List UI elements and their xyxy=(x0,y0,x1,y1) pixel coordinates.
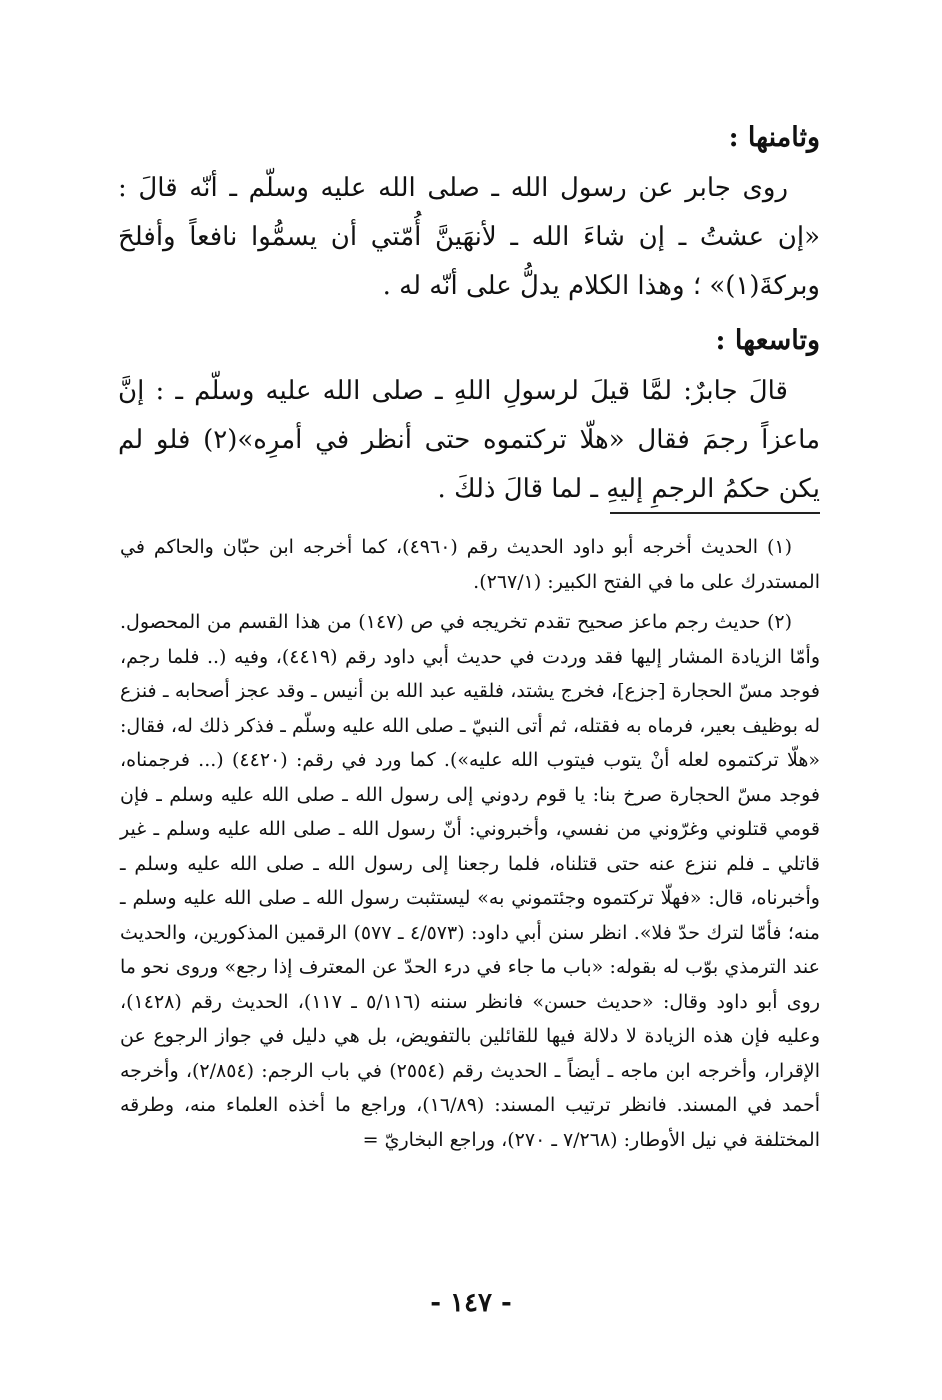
section-text-ninth xyxy=(118,367,820,514)
footnote-2: (٢) حديث رجم ماعز صحيح تقدم تخريجه في ص (١٤٧) من هذا القسم من المحصول. وأمّا الزيادة المشار إليها فقد وردت في حديث أبي داود رقم (٤٤١٩)، وفيه (.. فلما رجم، فوجد مسّ الحجارة [جزع]، فخرج يشتد، فلقيه عبد الله بن أنيس ـ وقد عجز أصحابه ـ فنزع له بوظيف بعير، فرماه به فقتله، ثم أتى النبيّ ـ صلى الله عليه وسلّم ـ فذكر ذلك له، فقال: «هلّا تركتموه لعله أنْ يتوب فيتوب الله عليه»). كما ورد في رقم: (٤٤٢٠) (... فرجمناه، فوجد مسّ الحجارة صرخ بنا: يا قوم ردوني إلى رسول الله ـ صلى الله عليه وسلم ـ فإن قومي قتلوني وغرّوني من نفسي، وأخبروني: أنّ رسول الله ـ صلى الله عليه وسلم ـ غير قاتلي ـ فلم ننزع عنه حتى قتلناه، فلما رجعنا إلى رسول الله ـ صلى الله عليه وسلم ـ وأخبرناه، قال: «فهلّا تركتموه وجئتموني به» ليستثبت رسول الله ـ صلى الله عليه وسلم ـ منه؛ فأمّا لترك حدّ فلا». انظر سنن أبي داود: (٤/٥٧٣ ـ ٥٧٧) الرقمين المذكورين، والحديث عند الترمذي بوّب له بقوله: «باب ما جاء في درء الحدّ عن المعترف إذا رجع» وروى نحو ما روى أبو داود وقال: «حديث حسن» فانظر سننه (٥/١١٦ ـ ١١٧)، الحديث رقم (١٤٢٨)، وعليه فإن هذه الزيادة لا دلالة فيها للقائلين بالتفويض، بل هي دليل في جواز الرجوع عن الإقرار، وأخرجه ابن ماجه ـ أيضاً ـ الحديث رقم (٢٥٥٤) في باب الرجم: (٢/٨٥٤)، وأخرجه أحمد في المسند. فانظر ترتيب المسند: (١٦/٨٩)، وراجع ما أخذه العلماء منه، وطرقه المختلفة في نيل الأوطار: (٧/٢٦٨ ـ ٢٧٠)، وراجع البخاريّ = xyxy=(120,611,821,1151)
footnote-separator xyxy=(610,512,820,514)
main-text-block xyxy=(118,118,820,524)
paragraph: قالَ جابرٌ: لمَّا قيلَ لرسولِ اللهِ ـ صلى الله عليه وسلّم ـ : إنَّ ماعزاً رجمَ فقال «هلّا تركتموه حتى أنظر في أمرِه»(٢) فلو لم يكن حكمُ الرجمِ إليهِ ـ لما قالَ ذلكَ . xyxy=(118,376,821,504)
section-text-eighth xyxy=(118,164,820,311)
footnotes-area xyxy=(120,512,820,1163)
page-number: - ١٤٧ - xyxy=(430,1288,512,1318)
section-heading-eighth: وثامنها : xyxy=(728,122,820,153)
footnote-1: (١) الحديث أخرجه أبو داود الحديث رقم (٤٩٦٠)، كما أخرجه ابن حبّان والحاكم في المستدرك على ما في الفتح الكبير: (٢٦٧/١). xyxy=(120,536,820,593)
paragraph: روى جابر عن رسول الله ـ صلى الله عليه وسلّم ـ أنّه قالَ : «إن عشتُ ـ إن شاءَ الله ـ لأنهَينَّ أُمّتي أن يسمُّوا نافعاً وأفلحَ وبركةَ(١)» ؛ وهذا الكلام يدلُّ على أنّه له . xyxy=(118,173,820,301)
section-heading-ninth: وتاسعها : xyxy=(715,325,820,356)
